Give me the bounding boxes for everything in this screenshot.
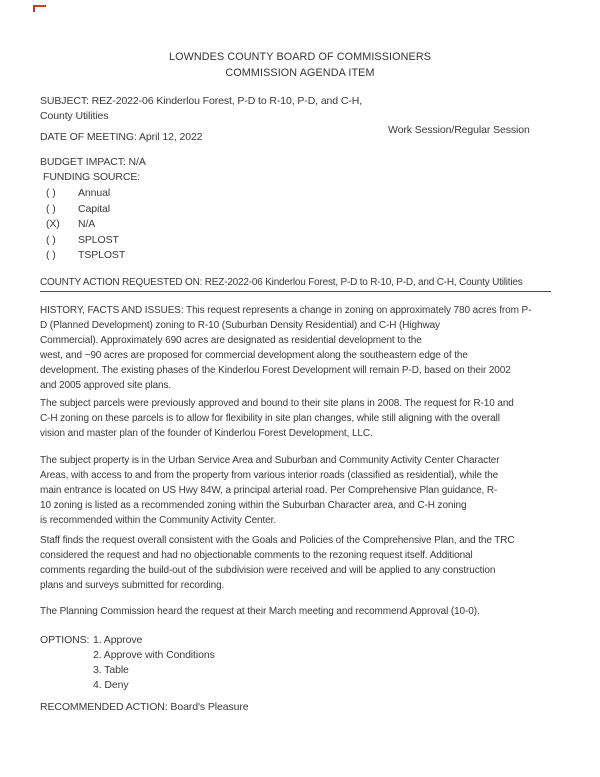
date-of-meeting: DATE OF MEETING: April 12, 2022 [40, 131, 203, 143]
text-line: Areas, with access to and from the property from various interior roads (classified as residential), while the [40, 470, 499, 481]
session-type: Work Session/Regular Session [388, 124, 530, 136]
checkbox-capital: ( ) [46, 202, 56, 215]
text-line: considered the request and had no objectionable comments to the rezoning request itself. Additional [40, 550, 473, 561]
funding-option-tsplost [46, 248, 125, 264]
text-line: The subject property is in the Urban Service Area and Suburban and Community Activity Center Character [40, 455, 500, 466]
funding-source-list [46, 186, 125, 264]
document-header [0, 50, 600, 81]
site-plans-paragraph [40, 396, 514, 441]
text-line: 1. Approve [93, 634, 143, 646]
header-org-title: LOWNDES COUNTY BOARD OF COMMISSIONERS [168, 51, 432, 63]
text-line: D (Planned Development) zoning to R-10 (Suburban Density Residential) and C-H (Highway [40, 320, 440, 331]
subject-line-1: SUBJECT: REZ-2022-06 Kinderlou Forest, P-D to R-10, P-D, and C-H, [40, 95, 363, 107]
county-action-requested-line: COUNTY ACTION REQUESTED ON: REZ-2022-06 Kinderlou Forest, P-D to R-10, P-D, and C-H, County Utilities [40, 277, 551, 292]
text-line: HISTORY, FACTS AND ISSUES: This request represents a change in zoning on approximately 780 acres from P- [40, 305, 532, 316]
funding-option-label: SPLOST [78, 233, 119, 246]
subject-line-2: County Utilities [40, 110, 109, 122]
text-line: 3. Table [93, 664, 129, 676]
funding-option-annual [46, 186, 125, 202]
text-line: The subject parcels were previously approved and bound to their site plans in 2008. The request for R-10 and [40, 398, 514, 409]
checkbox-tsplost: ( ) [46, 249, 56, 261]
text-line: is recommended within the Community Activity Center. [40, 515, 277, 526]
funding-option-na [46, 217, 125, 233]
text-line: 10 zoning is listed as a recommended zoning within the Suburban Character area, and C-H zoning [40, 500, 467, 511]
text-line: and 2005 approved site plans. [40, 380, 172, 391]
text-line: development. The existing phases of the Kinderlou Forest Development will remain P-D, based on their 2002 [40, 365, 511, 376]
text-line: The Planning Commission heard the request at their March meeting and recommend Approval (10-0). [40, 606, 480, 617]
funding-option-splost [46, 233, 125, 249]
options-block [40, 633, 215, 693]
red-annotation-mark-icon [33, 5, 46, 12]
funding-option-capital [46, 202, 125, 218]
funding-option-label: Annual [78, 187, 111, 199]
funding-option-label: Capital [78, 202, 110, 215]
text-line: 4. Deny [93, 679, 129, 691]
funding-option-label: TSPLOST [78, 249, 126, 261]
budget-impact: BUDGET IMPACT: N/A [40, 156, 146, 168]
urban-service-area-paragraph [40, 453, 499, 528]
text-line: plans and surveys submitted for recording. [40, 580, 225, 591]
options-list [93, 633, 215, 693]
text-line: vision and master plan of the founder of Kinderlou Forest Development, LLC. [40, 428, 373, 439]
staff-findings-paragraph [40, 533, 515, 593]
planning-commission-paragraph [40, 604, 480, 619]
checkbox-splost: ( ) [46, 233, 56, 246]
options-label: OPTIONS: [40, 634, 90, 646]
funding-source-label: FUNDING SOURCE: [43, 171, 141, 183]
text-line: comments regarding the build-out of the subdivision were received and will be applied to any construction [40, 565, 496, 576]
history-facts-issues-paragraph [40, 303, 531, 393]
text-line: west, and ~90 acres are proposed for commercial development along the southeastern edge of the [40, 350, 468, 361]
text-line: 2. Approve with Conditions [93, 649, 215, 661]
checkbox-na-checked: (X) [46, 218, 60, 230]
subject-block [40, 94, 362, 124]
text-line: Commercial). Approximately 690 acres are designated as residential development to the [40, 335, 422, 346]
checkbox-annual: ( ) [46, 187, 56, 199]
text-line: C-H zoning on these parcels is to allow for flexibility in site plan changes, while still aligning with the overall [40, 413, 500, 424]
recommended-action: RECOMMENDED ACTION: Board's Pleasure [40, 701, 249, 713]
text-line: main entrance is located on US Hwy 84W, a principal arterial road. Per Comprehensive Plan guidance, R- [40, 485, 498, 496]
text-line: Staff finds the request overall consistent with the Goals and Policies of the Comprehensive Plan, and the TRC [40, 535, 515, 546]
funding-option-label: N/A [78, 218, 96, 230]
header-doc-type: COMMISSION AGENDA ITEM [225, 66, 375, 79]
